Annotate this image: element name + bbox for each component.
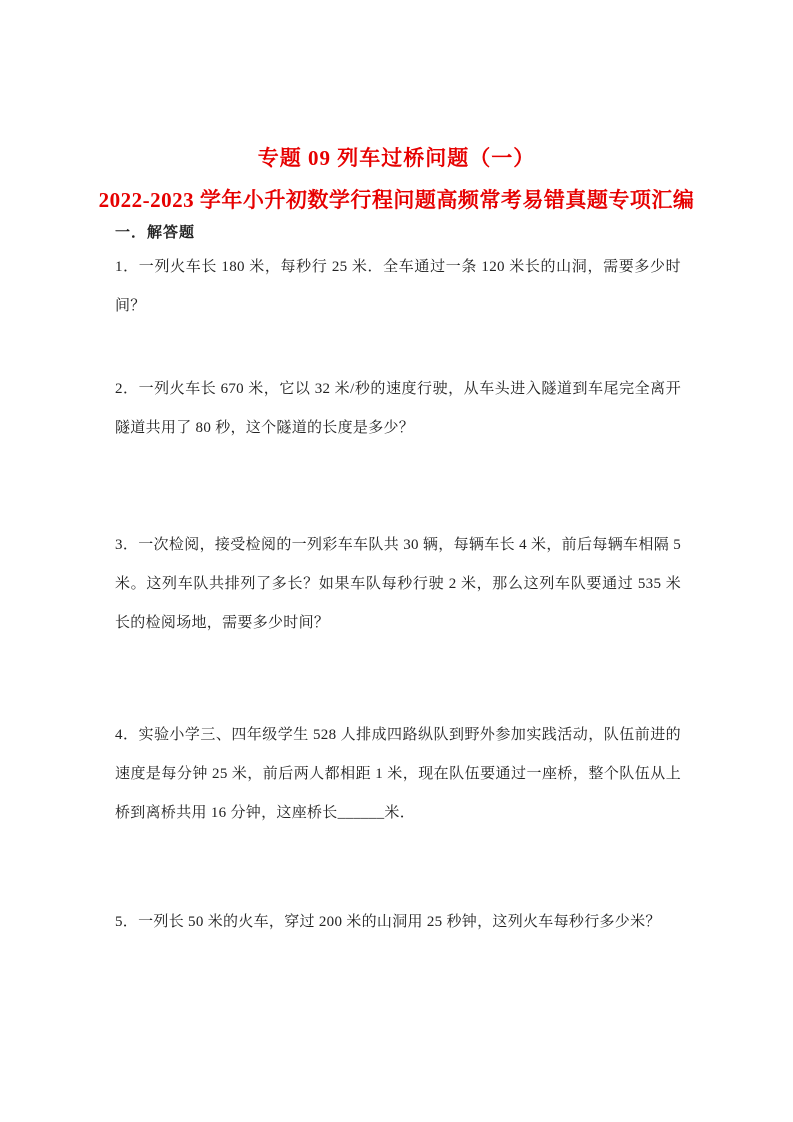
worksheet-title: 专题 09 列车过桥问题（一） xyxy=(257,146,536,170)
question-1: 1．一列火车长 180 米，每秒行 25 米．全车通过一条 120 米长的山洞，需要多少时间？ xyxy=(115,259,681,314)
worksheet-subtitle: 2022-2023 学年小升初数学行程问题高频常考易错真题专项汇编 xyxy=(98,188,695,212)
section-heading-answer-questions: 一．解答题 xyxy=(115,225,196,241)
question-3: 3．一次检阅，接受检阅的一列彩车车队共 30 辆，每辆车长 4 米，前后每辆车相隔 5 米。这列车队共排列了多长？如果车队每秒行驶 2 米，那么这列车队要通过 535 米长的检阅场地，需要多少时间？ xyxy=(115,537,681,631)
question-2: 2．一列火车长 670 米，它以 32 米/秒的速度行驶，从车头进入隧道到车尾完全离开隧道共用了 80 秒，这个隧道的长度是多少？ xyxy=(115,381,681,436)
question-5: 5．一列长 50 米的火车，穿过 200 米的山洞用 25 秒钟，这列火车每秒行多少米？ xyxy=(115,914,661,930)
question-4: 4．实验小学三、四年级学生 528 人排成四路纵队到野外参加实践活动，队伍前进的速度是每分钟 25 米，前后两人都相距 1 米，现在队伍要通过一座桥，整个队伍从上桥到离桥共用 16 分钟，这座桥长______米． xyxy=(115,727,681,821)
